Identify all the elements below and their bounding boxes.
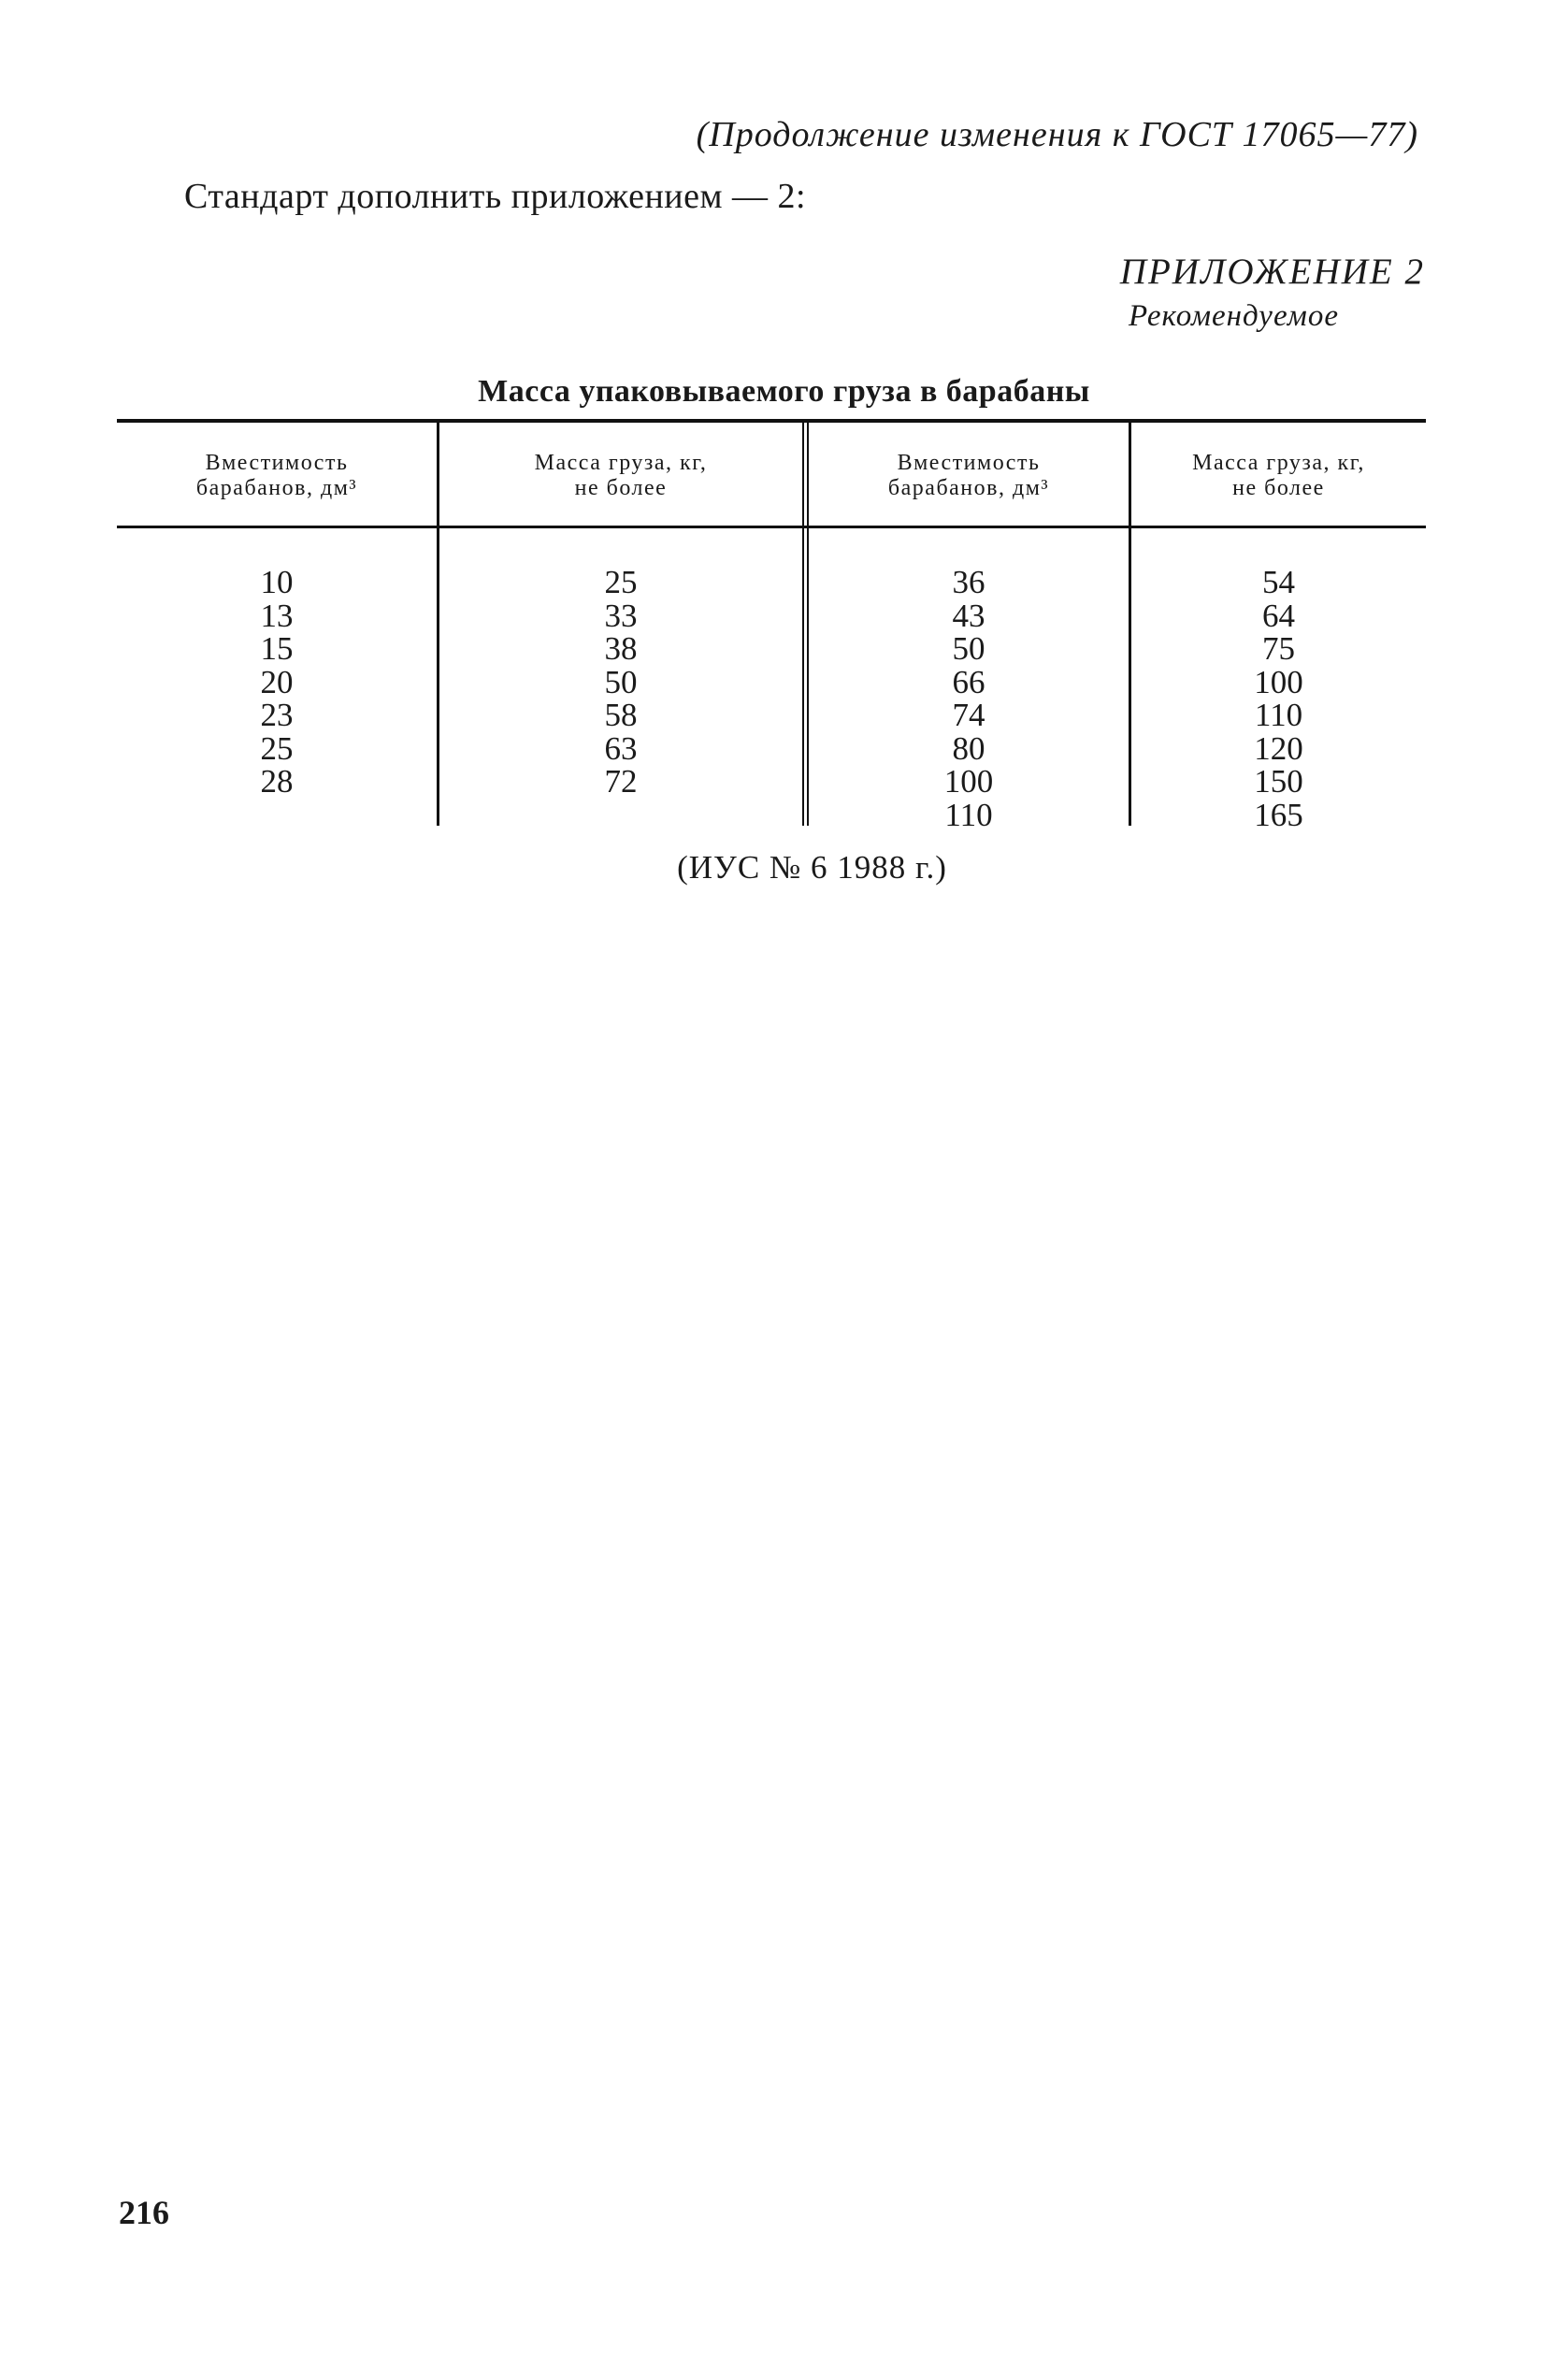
table-cell: 110 <box>1254 697 1303 733</box>
table-column-mass-2 <box>1131 528 1426 833</box>
value-list <box>439 566 802 799</box>
table-cell: 75 <box>1262 630 1295 667</box>
table-cell: 100 <box>1254 663 1303 700</box>
appendix-title: ПРИЛОЖЕНИЕ 2 <box>1119 252 1425 292</box>
table-cell: 28 <box>260 763 294 800</box>
column-header-line: барабанов, дм³ <box>195 476 358 500</box>
table-column-capacity-1 <box>117 528 439 826</box>
table-cell: 23 <box>260 697 294 733</box>
table-cell: 100 <box>943 763 994 800</box>
column-header-line: Масса груза, кг, <box>534 451 708 475</box>
appendix-subtitle: Рекомендуемое <box>1128 299 1339 333</box>
column-header-line: Масса груза, кг, <box>1192 451 1365 475</box>
table-cell: 110 <box>944 796 993 833</box>
table-body <box>117 528 1426 833</box>
table-cell: 64 <box>1262 597 1295 634</box>
column-header-line: барабанов, дм³ <box>887 476 1050 500</box>
intro-text: Стандарт дополнить приложением — 2: <box>184 177 807 216</box>
table-cell: 120 <box>1254 729 1303 767</box>
table-column-mass-1 <box>439 528 809 826</box>
value-list <box>1131 566 1426 831</box>
table-cell: 54 <box>1262 564 1295 600</box>
table-cell: 50 <box>952 630 985 667</box>
table-cell: 20 <box>260 663 294 700</box>
table-cell: 43 <box>952 597 985 634</box>
column-header <box>117 423 439 526</box>
table-cell: 80 <box>952 729 985 767</box>
table-cell: 15 <box>260 630 294 667</box>
table-cell: 25 <box>260 729 294 767</box>
column-header-line: Вместимость <box>897 451 1041 475</box>
source-note: (ИУС № 6 1988 г.) <box>677 849 947 886</box>
table-title: Масса упаковываемого груза в барабаны <box>478 374 1090 409</box>
table-cell: 38 <box>604 630 638 667</box>
column-header <box>1131 423 1426 526</box>
column-header <box>439 423 809 526</box>
table-header-row <box>117 423 1426 526</box>
table-cell: 150 <box>1254 763 1303 800</box>
column-header-line: не более <box>1232 476 1325 500</box>
table-cell: 33 <box>604 597 638 634</box>
table-cell: 50 <box>604 663 638 700</box>
continuation-note: (Продолжение изменения к ГОСТ 17065—77) <box>696 115 1418 154</box>
table-cell: 165 <box>1254 796 1303 833</box>
cargo-mass-table <box>117 419 1426 833</box>
table-cell: 58 <box>604 697 638 733</box>
column-header-line: не более <box>574 476 668 500</box>
table-cell: 72 <box>604 763 638 800</box>
table-cell: 13 <box>260 597 294 634</box>
table-cell: 36 <box>952 564 985 600</box>
table-cell: 63 <box>604 729 638 767</box>
table-cell: 66 <box>952 663 985 700</box>
page-number: 216 <box>119 2194 169 2231</box>
column-header <box>809 423 1131 526</box>
table-cell: 10 <box>260 564 294 600</box>
value-list <box>809 566 1129 831</box>
column-header-line: Вместимость <box>205 451 349 475</box>
table-cell: 74 <box>952 697 985 733</box>
table-column-capacity-2 <box>809 528 1131 833</box>
value-list <box>117 566 437 799</box>
table-cell: 25 <box>604 564 638 600</box>
